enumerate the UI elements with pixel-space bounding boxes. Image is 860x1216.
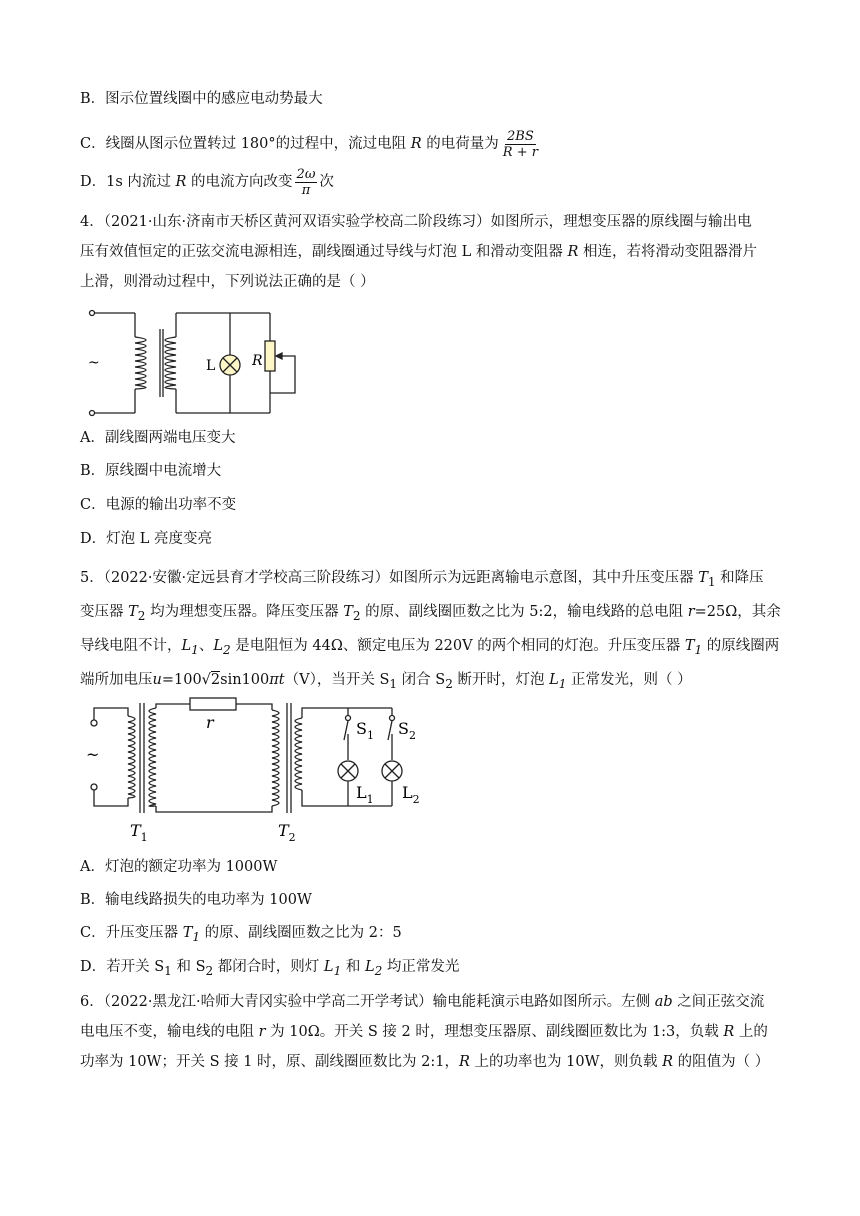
var-R: R bbox=[662, 1054, 674, 1070]
t1-subscript: 1 bbox=[140, 831, 148, 844]
t2-secondary-coil bbox=[295, 718, 302, 790]
subscript: 2 bbox=[445, 676, 453, 691]
q5-option-a: A．灯泡的额定功率为 1000W bbox=[80, 859, 278, 875]
var-u: u bbox=[152, 671, 162, 688]
var-L: L bbox=[323, 959, 334, 975]
q4-stem-line2 bbox=[80, 237, 786, 267]
q5-stem bbox=[80, 563, 786, 699]
text: 都闭合时，则灯 bbox=[213, 959, 324, 975]
text: 压有效值恒定的正弦交流电源相连，副线圈通过导线与灯泡 L 和滑动变阻器 bbox=[80, 244, 568, 260]
t2-primary-coil bbox=[272, 710, 279, 806]
s2-letter: S bbox=[398, 719, 409, 738]
var-R: R bbox=[410, 136, 422, 152]
var-T: T bbox=[128, 603, 138, 620]
var-R: R bbox=[567, 244, 579, 260]
q6-stem-line2 bbox=[80, 1017, 786, 1047]
text: （V），当开关 S bbox=[284, 671, 390, 688]
text: =100 bbox=[161, 671, 202, 688]
subscript: 1 bbox=[333, 963, 342, 978]
text: sin100 bbox=[220, 671, 270, 688]
text: 是电阻恒为 44Ω、额定电压为 220V 的两个相同的灯泡。升压变压器 bbox=[230, 637, 685, 654]
fraction-denominator: π bbox=[301, 182, 311, 198]
q4-option-a: A．副线圈两端电压变大 bbox=[80, 430, 236, 446]
terminal-top bbox=[90, 311, 95, 316]
text: 、 bbox=[198, 637, 214, 654]
s1-terminal bbox=[346, 716, 351, 721]
text: 闭合 S bbox=[397, 671, 446, 688]
q3-option-d-text: D．1s 内流过 bbox=[80, 174, 176, 190]
text: =25Ω，其余 bbox=[694, 603, 781, 620]
q3-option-d bbox=[80, 165, 334, 199]
lamp1-subscript: 1 bbox=[366, 793, 374, 806]
t1-letter: T bbox=[130, 821, 141, 840]
subscript: 2 bbox=[205, 963, 214, 978]
text: 和 bbox=[341, 959, 365, 975]
t1-label bbox=[130, 821, 148, 844]
q5-option-d bbox=[80, 956, 459, 982]
text: 的原、副线圈匝数之比为 2：5 bbox=[200, 925, 402, 941]
primary-coil bbox=[135, 337, 146, 389]
subscript: 2 bbox=[352, 608, 361, 623]
q3-option-d-text2: 的电流方向改变 bbox=[186, 174, 293, 190]
var-T: T bbox=[182, 925, 193, 941]
text: 的原线圈两 bbox=[702, 637, 780, 654]
var-ab: ab bbox=[654, 994, 673, 1010]
var-R: R bbox=[723, 1024, 735, 1040]
q5-option-c bbox=[80, 922, 402, 948]
var-L: L bbox=[213, 637, 223, 654]
s2-subscript: 2 bbox=[408, 729, 416, 742]
rheostat-icon bbox=[265, 341, 275, 371]
t2-letter: T bbox=[278, 821, 289, 840]
q3-option-d-text3: 次 bbox=[319, 174, 334, 190]
subscript: 1 bbox=[192, 929, 201, 944]
text: 上的 bbox=[734, 1024, 768, 1040]
text: 均正常发光 bbox=[382, 959, 460, 975]
text: 的阻值为（ ） bbox=[673, 1054, 770, 1070]
q3-option-c bbox=[80, 127, 542, 161]
subscript: 2 bbox=[137, 608, 146, 623]
lamp1-letter: L bbox=[356, 783, 367, 802]
q3-option-c-text: C．线圈从图示位置转过 180°的过程中，流过电阻 bbox=[80, 136, 411, 152]
var-R: R bbox=[459, 1054, 470, 1070]
q6-stem-line1 bbox=[80, 987, 786, 1017]
fraction-2omega-over-pi bbox=[295, 167, 318, 198]
subscript: 2 bbox=[222, 642, 231, 657]
q4-stem bbox=[80, 207, 786, 297]
lamp1-icon bbox=[338, 761, 358, 781]
text: 电电压不变，输电线的电阻 bbox=[80, 1024, 259, 1040]
s1-letter: S bbox=[356, 719, 367, 738]
q4-option-b: B．原线圈中电流增大 bbox=[80, 463, 222, 479]
q4-option-c: C．电源的输出功率不变 bbox=[80, 497, 237, 513]
lamp1-label bbox=[356, 783, 374, 806]
q5-transmission-figure bbox=[80, 688, 440, 848]
subscript: 1 bbox=[191, 642, 199, 657]
text: 均为理想变压器。降压变压器 bbox=[145, 603, 344, 620]
q4-stem-line1: 4．（2021·山东·济南市天桥区黄河双语实验学校高二阶段练习）如图所示，理想变压器的原线圈与输出电 bbox=[80, 214, 752, 230]
s1-label bbox=[356, 719, 374, 742]
var-T: T bbox=[343, 603, 353, 620]
sqrt-radicand: 2 bbox=[210, 671, 221, 688]
ac-source-label: ~ bbox=[86, 745, 100, 764]
var-r: r bbox=[687, 603, 695, 620]
text: 正常发光，则（ ） bbox=[566, 671, 692, 688]
fraction-2BS-over-Rr bbox=[501, 129, 540, 160]
q4-circuit-figure bbox=[80, 303, 310, 419]
t1-primary-coil bbox=[128, 716, 135, 798]
var-L: L bbox=[181, 637, 192, 654]
secondary-coil bbox=[165, 337, 176, 389]
text: 和降压 bbox=[715, 570, 764, 586]
text: 功率为 10W；开关 S 接 1 时，原、副线圈匝数比为 2:1， bbox=[80, 1054, 460, 1070]
text: 之间正弦交流 bbox=[672, 994, 765, 1010]
terminal-top bbox=[91, 720, 97, 726]
q6-stem bbox=[80, 987, 786, 1077]
line-resistor-label: r bbox=[206, 713, 214, 732]
t2-label bbox=[278, 821, 296, 844]
slider-arrow bbox=[276, 353, 282, 359]
text: 上的功率也为 10W，则负载 bbox=[469, 1054, 663, 1070]
text: 的原、副线圈匝数之比为 5:2，输电线路的总电阻 bbox=[360, 603, 688, 620]
subscript: 1 bbox=[558, 676, 567, 691]
q6-stem-line3 bbox=[80, 1047, 786, 1077]
t2-subscript: 2 bbox=[288, 831, 296, 844]
var-r: r bbox=[258, 1024, 266, 1040]
subscript: 1 bbox=[694, 642, 703, 657]
q5-stem-line1 bbox=[80, 563, 786, 597]
fraction-numerator: 2ω bbox=[296, 166, 316, 182]
subscript: 2 bbox=[374, 963, 383, 978]
var-R: R bbox=[175, 174, 187, 190]
q5-stem-line2 bbox=[80, 597, 786, 631]
subscript: 1 bbox=[164, 963, 172, 978]
text: 5．（2022·安徽·定远县育才学校高三阶段练习）如图所示为远距离输电示意图，其中升压变压器 bbox=[80, 570, 699, 586]
ac-source-label: ~ bbox=[88, 355, 100, 371]
text: D．若开关 S bbox=[80, 959, 165, 975]
var-T: T bbox=[698, 570, 708, 586]
var-T: T bbox=[684, 637, 695, 654]
text: 为 10Ω。开关 S 接 2 时，理想变压器原、副线圈匝数比为 1:3，负载 bbox=[265, 1024, 724, 1040]
q4-stem-line3: 上滑，则滑动过程中，下列说法正确的是（ ） bbox=[80, 274, 375, 290]
text: 导线电阻不计， bbox=[80, 637, 182, 654]
s2-label bbox=[398, 719, 416, 742]
text: 断开时，灯泡 bbox=[452, 671, 550, 688]
lamp2-letter: L bbox=[402, 783, 413, 802]
lamp-icon bbox=[220, 355, 240, 375]
q5-option-b: B．输电线路损失的电功率为 100W bbox=[80, 892, 312, 908]
lamp-label: L bbox=[206, 358, 216, 374]
terminal-bottom bbox=[91, 784, 97, 790]
text: 端所加电压 bbox=[80, 671, 153, 688]
var-L: L bbox=[549, 671, 559, 688]
text: 和 S bbox=[171, 959, 206, 975]
resistor-label: R bbox=[252, 353, 263, 369]
s1-subscript: 1 bbox=[366, 729, 374, 742]
text: C．升压变压器 bbox=[80, 925, 183, 941]
terminal-bottom bbox=[90, 411, 95, 416]
sqrt-symbol: √ bbox=[201, 671, 211, 688]
lamp2-icon bbox=[382, 761, 402, 781]
var-pit: πt bbox=[269, 671, 285, 688]
subscript: 1 bbox=[389, 676, 398, 691]
q4-option-d: D．灯泡 L 亮度变亮 bbox=[80, 531, 212, 547]
t1-secondary-coil bbox=[149, 708, 156, 806]
lamp2-label bbox=[402, 783, 420, 806]
lamp2-subscript: 2 bbox=[412, 793, 420, 806]
s2-terminal bbox=[390, 716, 395, 721]
q3-option-b: B．图示位置线圈中的感应电动势最大 bbox=[80, 91, 323, 107]
text: 6．（2022·黑龙江·哈师大青冈实验中学高二开学考试）输电能耗演示电路如图所示。左侧 bbox=[80, 994, 655, 1010]
text: 变压器 bbox=[80, 603, 129, 620]
text: 相连，若将滑动变阻器滑片 bbox=[578, 244, 757, 260]
q3-option-c-text2: 的电荷量为 bbox=[421, 136, 499, 152]
subscript: 1 bbox=[707, 574, 716, 589]
fraction-denominator: R + r bbox=[502, 144, 538, 160]
line-resistor-icon bbox=[190, 698, 236, 710]
fraction-numerator: 2BS bbox=[507, 128, 534, 144]
q5-stem-line3 bbox=[80, 631, 786, 665]
var-L: L bbox=[364, 959, 375, 975]
